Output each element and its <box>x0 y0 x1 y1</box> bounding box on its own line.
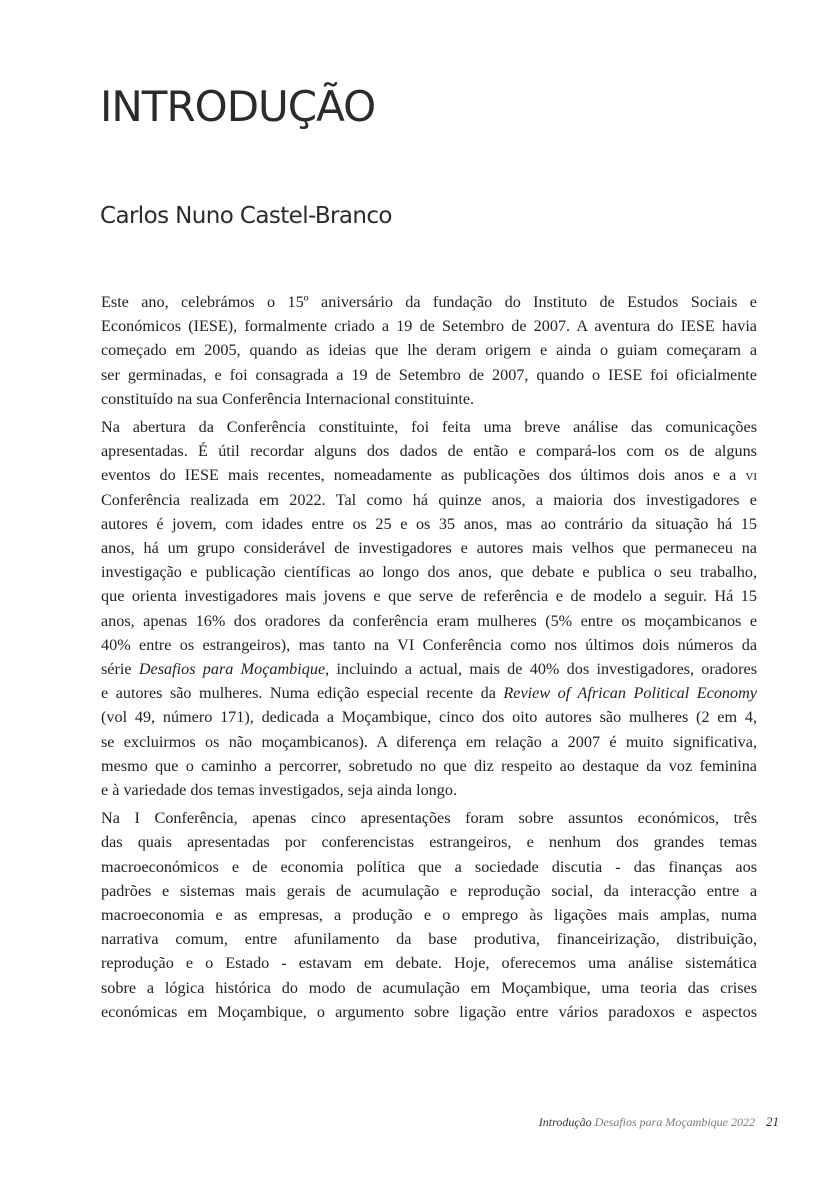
text-line: macroeconómicos e de economia política que a sociedade discutia - das finanças aos <box>101 857 757 876</box>
text-line: que orienta investigadores mais jovens e que serve de referência e de modelo a seguir. Há 15 <box>101 587 757 606</box>
text-line: 40% entre os estrangeiros), mas tanto na VI Conferência como nos últimos dois números da <box>101 635 757 654</box>
text-line: constituído na sua Conferência Internacional constituinte. <box>101 389 475 408</box>
text-line: eventos do IESE mais recentes, nomeadamente as publicações dos últimos dois anos e a vi <box>101 466 757 485</box>
text-line: económicas em Moçambique, o argumento sobre ligação entre vários paradoxos e aspectos <box>101 1002 757 1021</box>
paragraph-1 <box>101 290 757 411</box>
text-line: e à variedade dos temas investigados, seja ainda longo. <box>101 781 458 800</box>
text-line: apresentadas. É útil recordar alguns dos dados de então e compará-los com os de alguns <box>101 442 757 461</box>
body-text <box>101 290 757 1028</box>
text-line: narrativa comum, entre afunilamento da base produtiva, financeirização, distribuição, <box>101 930 757 949</box>
footer-book-title: Desafios para Moçambique 2022 <box>594 1115 755 1129</box>
text-line: padrões e sistemas mais gerais de acumulação e reprodução social, da interacção entre a <box>101 881 757 900</box>
text-line: mesmo que o caminho a percorrer, sobretudo no que diz respeito ao destaque da voz feminina <box>101 756 757 775</box>
footer-section: Introdução <box>538 1115 592 1129</box>
text-line: Económicos (IESE), formalmente criado a 19 de Setembro de 2007. A aventura do IESE havia <box>101 317 757 336</box>
paragraph-3 <box>101 806 757 1024</box>
text-line: investigação e publicação científicas ao longo dos anos, que debate e publica o seu trabalho, <box>101 563 757 582</box>
text-line: se excluirmos os não moçambicanos). A diferença em relação a 2007 é muito significativa, <box>101 732 757 751</box>
text-line: Na I Conferência, apenas cinco apresentações foram sobre assuntos económicos, três <box>101 809 757 828</box>
text-line: das quais apresentadas por conferencistas estrangeiros, e nenhum dos grandes temas <box>101 833 757 852</box>
text-line: e autores são mulheres. Numa edição especial recente da Review of African Political Economy <box>101 684 757 703</box>
chapter-title: INTRODUÇÃO <box>100 82 376 131</box>
text-line: (vol 49, número 171), dedicada a Moçambique, cinco dos oito autores são mulheres (2 em 4, <box>101 708 757 727</box>
page-footer <box>539 1114 779 1130</box>
text-line: sobre a lógica histórica do modo de acumulação em Moçambique, uma teoria das crises <box>101 978 757 997</box>
text-line: anos, apenas 16% dos oradores da conferência eram mulheres (5% entre os moçambicanos e <box>101 611 757 630</box>
text-line: Conferência realizada em 2022. Tal como há quinze anos, a maioria dos investigadores e <box>101 490 757 509</box>
text-line: Este ano, celebrámos o 15º aniversário da fundação do Instituto de Estudos Sociais e <box>101 293 757 311</box>
text-line: reprodução e o Estado - estavam em debate. Hoje, oferecemos uma análise sistemática <box>101 954 757 973</box>
page-number: 21 <box>766 1114 779 1129</box>
text-line: autores é jovem, com idades entre os 25 e os 35 anos, mas ao contrário da situação há 15 <box>101 514 757 533</box>
text-line: ser germinadas, e foi consagrada a 19 de Setembro de 2007, quando o IESE foi oficialmente <box>101 365 757 384</box>
text-line: série Desafios para Moçambique, incluindo a actual, mais de 40% dos investigadores, oradores <box>101 660 758 679</box>
text-line: Na abertura da Conferência constituinte, foi feita uma breve análise das comunicações <box>101 418 757 437</box>
paragraph-2 <box>101 415 757 802</box>
text-line: anos, há um grupo considerável de investigadores e autores mais velhos que permaneceu na <box>101 539 757 558</box>
text-line: macroeconomia e as empresas, a produção e o emprego às ligações mais amplas, numa <box>101 906 757 925</box>
chapter-author: Carlos Nuno Castel-Branco <box>100 203 392 229</box>
text-line: começado em 2005, quando as ideias que lhe deram origem e ainda o guiam começaram a <box>101 341 757 360</box>
